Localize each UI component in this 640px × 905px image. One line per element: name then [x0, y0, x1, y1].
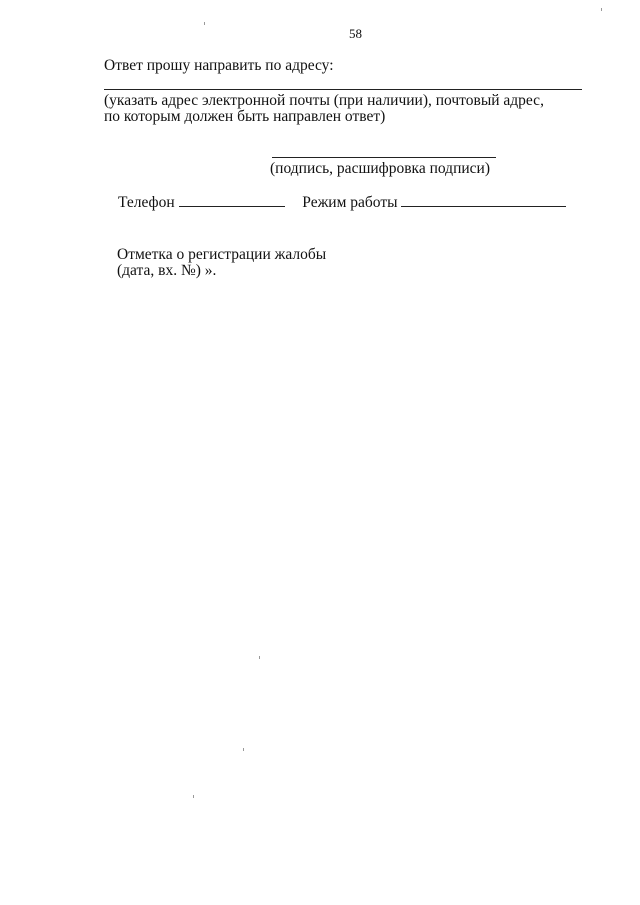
scan-speck [601, 8, 602, 11]
contacts-row [118, 194, 566, 212]
page-number: 58 [349, 26, 362, 41]
scan-speck [204, 22, 205, 25]
address-hint-line-2: по которым должен быть направлен ответ) [104, 108, 386, 125]
scan-speck [259, 656, 260, 659]
work-hours-blank [401, 194, 566, 207]
scan-speck [243, 748, 244, 751]
signature-caption: (подпись, расшифровка подписи) [270, 160, 490, 177]
signature-line [272, 157, 496, 158]
registration-mark-label: Отметка о регистрации жалобы [117, 246, 327, 263]
address-hint-line-1: (указать адрес электронной почты (при наличии), почтовый адрес, [104, 92, 544, 109]
scan-speck [193, 795, 194, 798]
phone-blank [179, 194, 285, 207]
phone-label: Телефон [118, 194, 175, 211]
registration-details: (дата, вх. №) ». [117, 262, 217, 279]
work-hours-label: Режим работы [302, 194, 398, 211]
address-line [104, 89, 582, 90]
address-heading: Ответ прошу направить по адресу: [104, 57, 334, 74]
